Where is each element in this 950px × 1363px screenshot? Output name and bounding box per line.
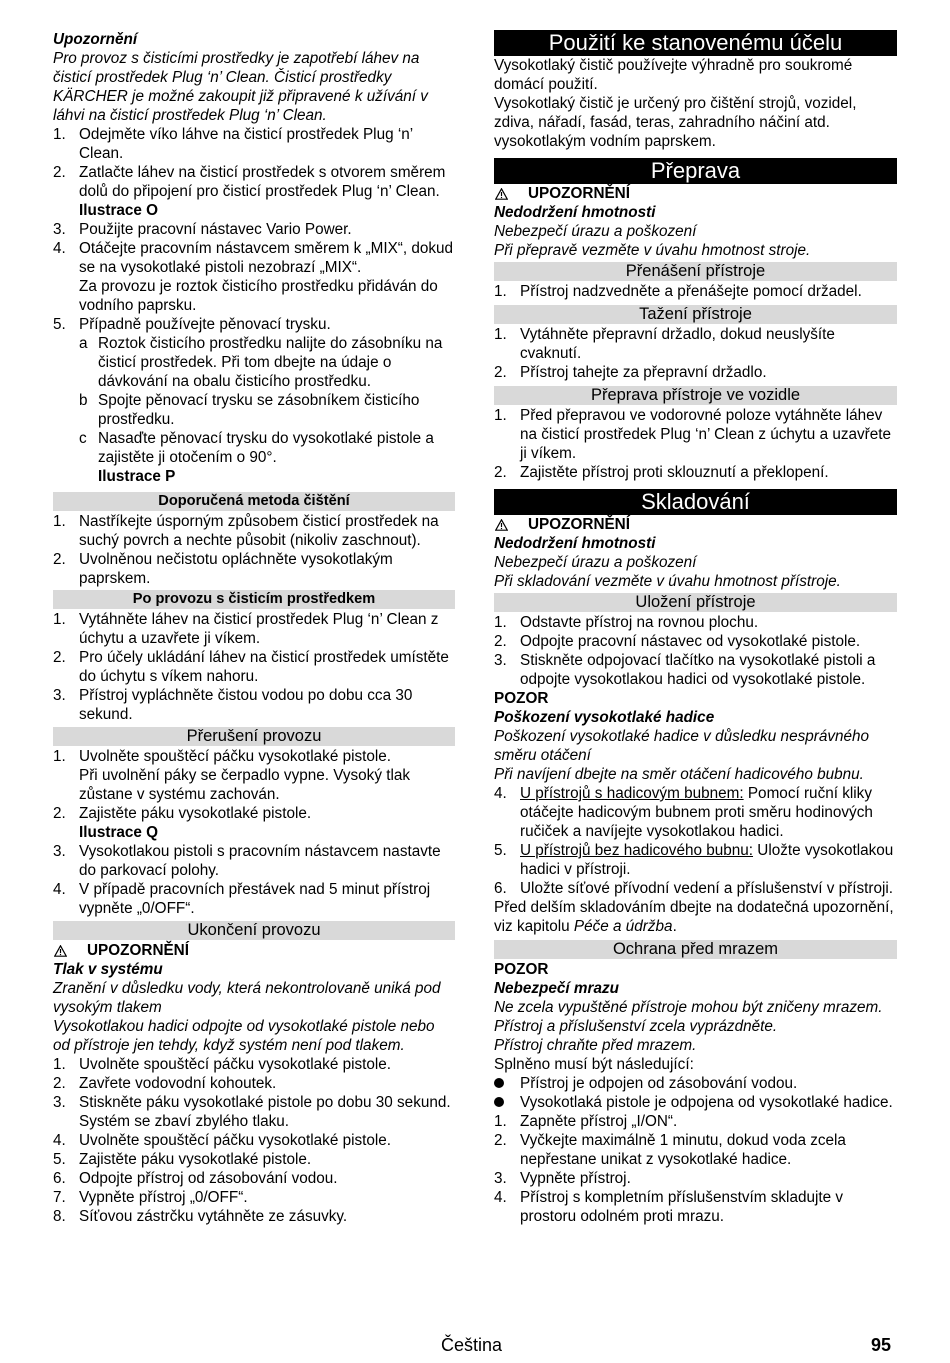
list-item bbox=[53, 1074, 455, 1093]
frost-caution-heading: Nebezpečí mrazu bbox=[494, 980, 619, 997]
item-text: Pro účely ukládání láhev na čisticí prostředek umístěte do úchytu s víkem nahoru. bbox=[79, 649, 449, 685]
list-item bbox=[53, 1207, 455, 1226]
list-item bbox=[53, 201, 455, 220]
page-number: 95 bbox=[871, 1335, 892, 1355]
list-item bbox=[53, 766, 455, 804]
item-text: Systém se zbaví zbylého tlaku. bbox=[79, 1113, 290, 1130]
list-item bbox=[494, 363, 897, 382]
list-item bbox=[494, 1131, 897, 1169]
item-text: Při uvolnění páky se čerpadlo vypne. Vysoký tlak zůstane v systému zachován. bbox=[79, 767, 411, 803]
item-text: Síťovou zástrčku vytáhněte ze zásuvky. bbox=[79, 1208, 348, 1225]
item-number: 3. bbox=[53, 687, 66, 704]
list-item bbox=[53, 512, 455, 550]
foam-steps bbox=[53, 334, 455, 486]
item-text: Před přepravou ve vodorovné poloze vytáhněte láhev na čisticí prostředek Plug ‘n’ Clean z úchytu a uzavřete ji víkem. bbox=[520, 407, 891, 462]
item-text: Vyčkejte maximálně 1 minutu, dokud voda zcela nepřestane unikat z vysokotlaké hadice. bbox=[520, 1132, 846, 1168]
item-text: Odpojte přístroj od zásobování vodou. bbox=[79, 1170, 338, 1187]
frost-caution-text1: Ne zcela vypuštěné přístroje mohou být zničeny mrazem. bbox=[494, 999, 883, 1016]
list-item bbox=[53, 391, 455, 429]
transport-title: Přeprava bbox=[494, 158, 897, 184]
list-item bbox=[53, 550, 455, 588]
list-item bbox=[53, 823, 455, 842]
store-step-5: 5. U přístrojů bez hadicového bubnu: Uložte vysokotlakou hadici v přístroji. bbox=[494, 842, 894, 878]
purpose-title: Použití ke stanovenému účelu bbox=[494, 30, 897, 56]
frost-bullets bbox=[494, 1074, 897, 1112]
item-text: Zapněte přístroj „I/ON“. bbox=[520, 1113, 678, 1130]
transport-warning-label: UPOZORNĚNÍ bbox=[494, 184, 897, 203]
list-item bbox=[53, 804, 455, 823]
item-number: 1. bbox=[53, 1056, 66, 1073]
item-number: 1. bbox=[53, 611, 66, 628]
item-text: Za provozu je roztok čisticího prostředku přidáván do vodního paprsku. bbox=[79, 278, 438, 314]
item-number: 2. bbox=[53, 1075, 66, 1092]
hose-reel-condition: U přístrojů s hadicovým bubnem: bbox=[520, 785, 744, 802]
item-number: 1. bbox=[494, 614, 507, 631]
list-item bbox=[53, 1188, 455, 1207]
item-text: Ilustrace O bbox=[79, 202, 159, 219]
store-step-6: 6. Uložte síťové přívodní vedení a příslušenství v přístroji. bbox=[494, 880, 894, 897]
item-text: Přístroj s kompletním příslušenstvím skladujte v prostoru odolném proti mrazu. bbox=[520, 1189, 844, 1225]
stop-warning-text2: Vysokotlakou hadici odpojte od vysokotlaké pistole nebo od přístroje jen tehdy, když systém není pod tlakem. bbox=[53, 1018, 435, 1054]
item-text: Vypněte přístroj „0/OFF“. bbox=[79, 1189, 248, 1206]
item-number: a bbox=[79, 335, 88, 352]
list-item bbox=[53, 239, 455, 277]
item-text: Přístroj nadzvedněte a přenášejte pomocí držadel. bbox=[520, 283, 862, 300]
frost-title: Ochrana před mrazem bbox=[494, 940, 897, 959]
list-item bbox=[53, 125, 455, 163]
item-text: Vytáhněte láhev na čisticí prostředek Plug ‘n’ Clean z úchytu a uzavřete ji víkem. bbox=[79, 611, 439, 647]
stop-title: Ukončení provozu bbox=[53, 921, 455, 940]
item-text: Vysokotlakou pistoli s pracovním nástavcem nastavte do parkovací polohy. bbox=[79, 843, 441, 879]
item-number: 2. bbox=[53, 805, 66, 822]
storage-note: Před delším skladováním dbejte na dodatečná upozornění, viz kapitolu Péče a údržba. bbox=[494, 899, 894, 935]
item-text: Zavřete vodovodní kohoutek. bbox=[79, 1075, 277, 1092]
vehicle-title: Přeprava přístroje ve vozidle bbox=[494, 386, 897, 405]
storage-warning-text1: Nebezpečí úrazu a poškození bbox=[494, 554, 697, 571]
list-item bbox=[53, 610, 455, 648]
stop-warning-heading: Tlak v systému bbox=[53, 961, 163, 978]
list-item bbox=[494, 463, 897, 482]
warning-triangle-icon bbox=[495, 519, 508, 531]
item-text: Uvolněte spouštěcí páčku vysokotlaké pistole. bbox=[79, 1132, 392, 1149]
item-number: 3. bbox=[53, 221, 66, 238]
frost-caution-text3: Přístroj chraňte před mrazem. bbox=[494, 1037, 697, 1054]
item-text: V případě pracovních přestávek nad 5 minut přístroj vypněte „0/OFF“. bbox=[79, 881, 431, 917]
item-number: 1. bbox=[494, 407, 507, 424]
left-column bbox=[53, 30, 455, 1226]
bullet-item: Přístroj je odpojen od zásobování vodou. bbox=[494, 1074, 897, 1093]
item-number: 5. bbox=[53, 316, 66, 333]
list-item bbox=[494, 613, 897, 632]
list-item bbox=[53, 1093, 455, 1112]
storage-warning-heading: Nedodržení hmotnosti bbox=[494, 535, 656, 552]
item-number bbox=[53, 1112, 79, 1131]
frost-caution-label: POZOR bbox=[494, 961, 549, 978]
item-number: 2. bbox=[53, 649, 66, 666]
stop-warning-text1: Zranění v důsledku vody, která nekontrolovaně uniká pod vysokým tlakem bbox=[53, 980, 441, 1016]
item-number bbox=[53, 201, 79, 220]
purpose-text1: Vysokotlaký čistič používejte výhradně pro soukromé domácí použití. bbox=[494, 57, 853, 93]
item-text: Nasaďte pěnovací trysku do vysokotlaké pistole a zajistěte ji otočením o 90°. bbox=[98, 430, 434, 466]
item-text: Ilustrace P bbox=[98, 468, 176, 485]
plug-steps bbox=[53, 125, 455, 334]
warning-triangle-icon bbox=[495, 188, 508, 200]
carry-steps bbox=[494, 282, 897, 301]
item-number: 4. bbox=[53, 1132, 66, 1149]
item-number: c bbox=[79, 430, 87, 447]
pull-title: Tažení přístroje bbox=[494, 305, 897, 324]
list-item bbox=[494, 406, 897, 463]
interrupt-title: Přerušení provozu bbox=[53, 727, 455, 746]
item-text: Vytáhněte přepravní držadlo, dokud neuslyšíte cvaknutí. bbox=[520, 326, 835, 362]
item-text: Zajistěte přístroj proti sklouznutí a překlopení. bbox=[520, 464, 829, 481]
list-item bbox=[53, 334, 455, 391]
list-item bbox=[53, 1169, 455, 1188]
item-text: Vypněte přístroj. bbox=[520, 1170, 631, 1187]
list-item bbox=[53, 1150, 455, 1169]
list-item bbox=[53, 1131, 455, 1150]
transport-warning-text1: Nebezpečí úrazu a poškození bbox=[494, 223, 697, 240]
storage-caution-heading: Poškození vysokotlaké hadice bbox=[494, 709, 715, 726]
item-number: 1. bbox=[53, 748, 66, 765]
after-title: Po provozu s čisticím prostředkem bbox=[53, 590, 455, 609]
item-text: Použijte pracovní nástavec Vario Power. bbox=[79, 221, 352, 238]
bullet-item: Vysokotlaká pistole je odpojena od vysokotlaké hadice. bbox=[494, 1093, 897, 1112]
item-number bbox=[53, 766, 79, 804]
list-item bbox=[53, 1112, 455, 1131]
item-text: Odpojte pracovní nástavec od vysokotlaké pistole. bbox=[520, 633, 861, 650]
item-number: 1. bbox=[494, 283, 507, 300]
item-number: 6. bbox=[53, 1170, 66, 1187]
item-text: Spojte pěnovací trysku se zásobníkem čisticího prostředku. bbox=[98, 392, 420, 428]
stop-warning-label: UPOZORNĚNÍ bbox=[53, 941, 455, 960]
item-text: Uvolněte spouštěcí páčku vysokotlaké pistole. bbox=[79, 748, 392, 765]
item-number: 2. bbox=[494, 633, 507, 650]
item-number: 1. bbox=[53, 126, 66, 143]
no-reel-condition: U přístrojů bez hadicového bubnu: bbox=[520, 842, 754, 859]
after-steps bbox=[53, 610, 455, 724]
storage-caution-text1: Poškození vysokotlaké hadice v důsledku nesprávného směru otáčení bbox=[494, 728, 870, 764]
list-item bbox=[494, 632, 897, 651]
list-item bbox=[494, 1169, 897, 1188]
item-text: Uvolněte spouštěcí páčku vysokotlaké pistole. bbox=[79, 1056, 392, 1073]
list-item bbox=[494, 1112, 897, 1131]
item-number: 8. bbox=[53, 1208, 66, 1225]
footer-language: Čeština bbox=[441, 1335, 503, 1355]
item-number: 3. bbox=[494, 1170, 507, 1187]
item-number: 7. bbox=[53, 1189, 66, 1206]
item-number: 2. bbox=[494, 464, 507, 481]
list-item bbox=[53, 429, 455, 467]
storage-caution-text2: Při navíjení dbejte na směr otáčení hadicového bubnu. bbox=[494, 766, 864, 783]
item-number: b bbox=[79, 392, 88, 409]
list-item bbox=[53, 467, 455, 486]
warning-triangle-icon bbox=[54, 945, 67, 957]
item-text: Zajistěte páku vysokotlaké pistole. bbox=[79, 805, 312, 822]
purpose-text2: Vysokotlaký čistič je určený pro čištění strojů, vozidel, zdiva, nářadí, fasád, teras, zahradního náčiní atd. vysokotlakým vodním paprskem. bbox=[494, 95, 857, 150]
plug-note-heading: Upozornění bbox=[53, 31, 138, 48]
item-number: 4. bbox=[494, 1189, 507, 1206]
store-title: Uložení přístroje bbox=[494, 593, 897, 612]
transport-warning-text2: Při přepravě vezměte v úvahu hmotnost stroje. bbox=[494, 242, 811, 259]
item-text: Případně používejte pěnovací trysku. bbox=[79, 316, 331, 333]
frost-intro: Splněno musí být následující: bbox=[494, 1056, 694, 1073]
list-item bbox=[53, 277, 455, 315]
list-item bbox=[494, 282, 897, 301]
item-number: 1. bbox=[53, 513, 66, 530]
pull-steps bbox=[494, 325, 897, 382]
vehicle-steps bbox=[494, 406, 897, 482]
item-number: 5. bbox=[53, 1151, 66, 1168]
item-number bbox=[53, 823, 79, 842]
item-number bbox=[53, 277, 79, 315]
item-text: Odstavte přístroj na rovnou plochu. bbox=[520, 614, 759, 631]
frost-steps bbox=[494, 1112, 897, 1226]
item-number: 2. bbox=[53, 551, 66, 568]
method-title: Doporučená metoda čištění bbox=[53, 492, 455, 511]
item-text: Přístroj vypláchněte čistou vodou po dobu cca 30 sekund. bbox=[79, 687, 413, 723]
carry-title: Přenášení přístroje bbox=[494, 262, 897, 281]
item-text: Zatlačte láhev na čisticí prostředek s otvorem směrem dolů do připojení pro čisticí prostředek Plug ‘n’ Clean. bbox=[79, 164, 446, 200]
bullet-dot-icon bbox=[494, 1078, 504, 1088]
item-number: 3. bbox=[53, 1094, 66, 1111]
list-item bbox=[53, 747, 455, 766]
list-item bbox=[53, 842, 455, 880]
method-steps bbox=[53, 512, 455, 588]
bullet-dot-icon bbox=[494, 1097, 504, 1107]
interrupt-steps bbox=[53, 747, 455, 918]
item-number: 1. bbox=[494, 1113, 507, 1130]
list-item bbox=[494, 325, 897, 363]
stop-steps bbox=[53, 1055, 455, 1226]
list-item bbox=[53, 648, 455, 686]
item-text: Ilustrace Q bbox=[79, 824, 159, 841]
item-text: Přístroj tahejte za přepravní držadlo. bbox=[520, 364, 767, 381]
storage-title: Skladování bbox=[494, 489, 897, 515]
frost-caution-text2: Přístroj a příslušenství zcela vyprázdněte. bbox=[494, 1018, 778, 1035]
list-item bbox=[494, 651, 897, 689]
item-number bbox=[79, 467, 98, 486]
item-number: 1. bbox=[494, 326, 507, 343]
transport-warning-heading: Nedodržení hmotnosti bbox=[494, 204, 656, 221]
storage-caution-label: POZOR bbox=[494, 690, 549, 707]
item-text: Stiskněte páku vysokotlaké pistole po dobu 30 sekund. bbox=[79, 1094, 451, 1111]
item-text: Roztok čisticího prostředku nalijte do zásobníku na čisticí prostředek. Při tom dbejte na údaje o dávkování na obalu čisticího prostředku. bbox=[98, 335, 443, 390]
list-item bbox=[53, 315, 455, 334]
right-column bbox=[494, 30, 897, 1226]
item-number: 3. bbox=[53, 843, 66, 860]
item-text: Uvolněnou nečistotu opláchněte vysokotlakým paprskem. bbox=[79, 551, 393, 587]
plug-note-text: Pro provoz s čisticími prostředky je zapotřebí láhev na čisticí prostředek Plug ‘n’ Clean. Čisticí prostředky KÄRCHER je možné zakoupit již připravené k užívání v láhvi na čisticí prostředek Plug ‘n’ Clean. bbox=[53, 50, 428, 124]
item-number: 3. bbox=[494, 652, 507, 669]
list-item bbox=[53, 880, 455, 918]
item-number: 4. bbox=[53, 240, 66, 257]
item-text: Odejměte víko láhve na čisticí prostředek Plug ‘n’ Clean. bbox=[79, 126, 413, 162]
list-item bbox=[494, 1188, 897, 1226]
list-item bbox=[53, 163, 455, 201]
item-number: 2. bbox=[494, 1132, 507, 1149]
storage-warning-text2: Při skladování vezměte v úvahu hmotnost přístroje. bbox=[494, 573, 841, 590]
item-text: Otáčejte pracovním nástavcem směrem k „MIX“, dokud se na vysokotlaké pistoli nezobrazí „MIX“. bbox=[79, 240, 454, 276]
store-steps bbox=[494, 613, 897, 689]
storage-warning-label: UPOZORNĚNÍ bbox=[494, 515, 897, 534]
item-text: Nastříkejte úsporným způsobem čisticí prostředek na suchý povrch a nechte působit (nikoliv zaschnout). bbox=[79, 513, 439, 549]
list-item bbox=[53, 686, 455, 724]
care-chapter-reference: Péče a údržba bbox=[573, 918, 673, 935]
item-number: 2. bbox=[53, 164, 66, 181]
store-step-4: 4. U přístrojů s hadicovým bubnem: Pomocí ruční kliky otáčejte hadicovým bubnem proti směru hodinových ručiček a navíjejte vysokotlakou hadici. bbox=[494, 785, 873, 840]
item-text: Stiskněte odpojovací tlačítko na vysokotlaké pistoli a odpojte vysokotlakou hadici od vysokotlaké pistole. bbox=[520, 652, 876, 688]
item-text: Zajistěte páku vysokotlaké pistole. bbox=[79, 1151, 312, 1168]
list-item bbox=[53, 220, 455, 239]
list-item bbox=[53, 1055, 455, 1074]
item-number: 2. bbox=[494, 364, 507, 381]
item-number: 4. bbox=[53, 881, 66, 898]
